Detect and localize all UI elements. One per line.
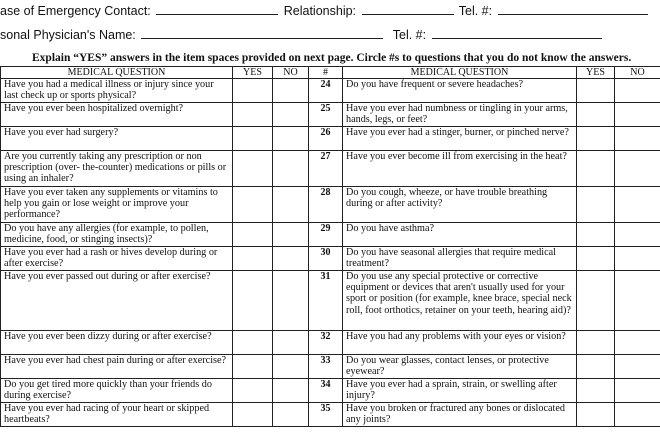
- no-answer-cell[interactable]: [615, 379, 660, 403]
- yes-answer-cell[interactable]: [233, 247, 273, 271]
- no-answer-cell[interactable]: [615, 271, 660, 331]
- yes-answer-cell[interactable]: [233, 223, 273, 247]
- question-text: Have you ever had numbness or tingling in your arms, hands, legs, or feet?: [343, 103, 577, 127]
- no-answer-cell[interactable]: [273, 247, 309, 271]
- no-answer-cell[interactable]: [273, 103, 309, 127]
- table-row: [1, 151, 660, 187]
- table-row: [1, 247, 660, 271]
- yes-answer-cell[interactable]: [233, 271, 273, 331]
- yes-answer-cell[interactable]: [577, 103, 615, 127]
- no-answer-cell[interactable]: [273, 187, 309, 223]
- question-text: Have you ever had chest pain during or after exercise?: [1, 355, 233, 379]
- yes-answer-cell[interactable]: [233, 187, 273, 223]
- question-text: Do you have frequent or severe headaches?: [343, 79, 577, 103]
- question-number: 29: [309, 223, 343, 247]
- question-text: Do you have any allergies (for example, to pollen, medicine, food, or stinging insects)?: [1, 223, 233, 247]
- emergency-contact-field[interactable]: [156, 2, 278, 15]
- no-answer-cell[interactable]: [615, 103, 660, 127]
- number-header: #: [309, 67, 343, 79]
- physician-name-field[interactable]: [141, 26, 383, 39]
- no-answer-cell[interactable]: [615, 223, 660, 247]
- no-answer-cell[interactable]: [273, 271, 309, 331]
- table-row: [1, 355, 660, 379]
- question-number: 35: [309, 403, 343, 427]
- yes-header-2: YES: [577, 67, 615, 79]
- no-header: NO: [273, 67, 309, 79]
- table-header-row: [1, 67, 660, 79]
- no-answer-cell[interactable]: [615, 151, 660, 187]
- no-answer-cell[interactable]: [615, 331, 660, 355]
- medical-questions-table: [0, 66, 660, 427]
- table-row: [1, 79, 660, 103]
- yes-answer-cell[interactable]: [577, 247, 615, 271]
- no-answer-cell[interactable]: [615, 127, 660, 151]
- no-header-2: NO: [615, 67, 660, 79]
- no-answer-cell[interactable]: [273, 331, 309, 355]
- yes-answer-cell[interactable]: [233, 355, 273, 379]
- no-answer-cell[interactable]: [615, 187, 660, 223]
- table-row: [1, 379, 660, 403]
- tel-field[interactable]: [498, 2, 648, 15]
- question-text: Have you ever been hospitalized overnight?: [1, 103, 233, 127]
- instruction-text: Explain “YES” answers in the item spaces provided on next page. Circle #s to questions that you do not know the answers.: [32, 52, 632, 64]
- yes-answer-cell[interactable]: [577, 271, 615, 331]
- question-text: Have you had any problems with your eyes or vision?: [343, 331, 577, 355]
- question-text: Do you get tired more quickly than your friends do during exercise?: [1, 379, 233, 403]
- question-number: 26: [309, 127, 343, 151]
- physician-tel-field[interactable]: [432, 26, 602, 39]
- no-answer-cell[interactable]: [273, 403, 309, 427]
- question-text: Do you cough, wheeze, or have trouble breathing during or after activity?: [343, 187, 577, 223]
- no-answer-cell[interactable]: [615, 79, 660, 103]
- no-answer-cell[interactable]: [273, 79, 309, 103]
- table-row: [1, 223, 660, 247]
- table-row: [1, 187, 660, 223]
- no-answer-cell[interactable]: [273, 355, 309, 379]
- question-number: 24: [309, 79, 343, 103]
- yes-answer-cell[interactable]: [577, 379, 615, 403]
- no-answer-cell[interactable]: [273, 151, 309, 187]
- question-text: Have you ever had racing of your heart or skipped heartbeats?: [1, 403, 233, 427]
- question-text: Have you ever had a rash or hives develop during or after exercise?: [1, 247, 233, 271]
- table-row: [1, 331, 660, 355]
- yes-answer-cell[interactable]: [577, 187, 615, 223]
- yes-header: YES: [233, 67, 273, 79]
- question-number: 30: [309, 247, 343, 271]
- question-text: Do you use any special protective or corrective equipment or devices that aren't usually used for your sport or position (for example, knee brace, special neck roll, foot orthotics, retainer on your teeth, hearing aid)?: [343, 271, 577, 331]
- question-text: Do you wear glasses, contact lenses, or protective eyewear?: [343, 355, 577, 379]
- question-text: Have you ever become ill from exercising in the heat?: [343, 151, 577, 187]
- yes-answer-cell[interactable]: [577, 355, 615, 379]
- question-text: Are you currently taking any prescription or non prescription (over- the-counter) medications or pills or using an inhaler?: [1, 151, 233, 187]
- no-answer-cell[interactable]: [273, 127, 309, 151]
- question-number: 28: [309, 187, 343, 223]
- yes-answer-cell[interactable]: [577, 127, 615, 151]
- no-answer-cell[interactable]: [615, 247, 660, 271]
- table-row: [1, 403, 660, 427]
- question-text: Have you ever had a sprain, strain, or swelling after injury?: [343, 379, 577, 403]
- yes-answer-cell[interactable]: [233, 79, 273, 103]
- medical-question-header: MEDICAL QUESTION: [1, 67, 233, 79]
- no-answer-cell[interactable]: [615, 355, 660, 379]
- yes-answer-cell[interactable]: [577, 403, 615, 427]
- yes-answer-cell[interactable]: [233, 331, 273, 355]
- no-answer-cell[interactable]: [273, 223, 309, 247]
- question-number: 33: [309, 355, 343, 379]
- yes-answer-cell[interactable]: [233, 151, 273, 187]
- yes-answer-cell[interactable]: [577, 331, 615, 355]
- table-row: [1, 271, 660, 331]
- tel-label: Tel. #:: [458, 4, 493, 18]
- question-number: 27: [309, 151, 343, 187]
- table-row: [1, 103, 660, 127]
- yes-answer-cell[interactable]: [577, 79, 615, 103]
- question-text: Have you ever had surgery?: [1, 127, 233, 151]
- no-answer-cell[interactable]: [273, 379, 309, 403]
- question-number: 32: [309, 331, 343, 355]
- question-number: 34: [309, 379, 343, 403]
- yes-answer-cell[interactable]: [233, 103, 273, 127]
- question-text: Have you ever passed out during or after exercise?: [1, 271, 233, 331]
- emergency-contact-label: ase of Emergency Contact:: [0, 4, 151, 18]
- physician-line: [0, 26, 604, 42]
- question-text: Do you have seasonal allergies that require medical treatment?: [343, 247, 577, 271]
- table-row: [1, 127, 660, 151]
- question-text: Do you have asthma?: [343, 223, 577, 247]
- yes-answer-cell[interactable]: [233, 403, 273, 427]
- question-number: 25: [309, 103, 343, 127]
- yes-answer-cell[interactable]: [233, 379, 273, 403]
- question-text: Have you broken or fractured any bones or dislocated any joints?: [343, 403, 577, 427]
- question-number: 31: [309, 271, 343, 331]
- question-text: Have you ever been dizzy during or after exercise?: [1, 331, 233, 355]
- medical-question-header-2: MEDICAL QUESTION: [343, 67, 577, 79]
- relationship-label: Relationship:: [283, 4, 357, 18]
- question-text: Have you ever had a stinger, burner, or pinched nerve?: [343, 127, 577, 151]
- question-text: Have you had a medical illness or injury since your last check up or sports physical?: [1, 79, 233, 103]
- physician-tel-label: Tel. #:: [392, 28, 427, 42]
- no-answer-cell[interactable]: [615, 403, 660, 427]
- emergency-contact-line: [0, 2, 650, 18]
- relationship-field[interactable]: [362, 2, 454, 15]
- question-text: Have you ever taken any supplements or vitamins to help you gain or lose weight or improve your performance?: [1, 187, 233, 223]
- yes-answer-cell[interactable]: [577, 151, 615, 187]
- physician-label: sonal Physician's Name:: [0, 28, 136, 42]
- yes-answer-cell[interactable]: [233, 127, 273, 151]
- yes-answer-cell[interactable]: [577, 223, 615, 247]
